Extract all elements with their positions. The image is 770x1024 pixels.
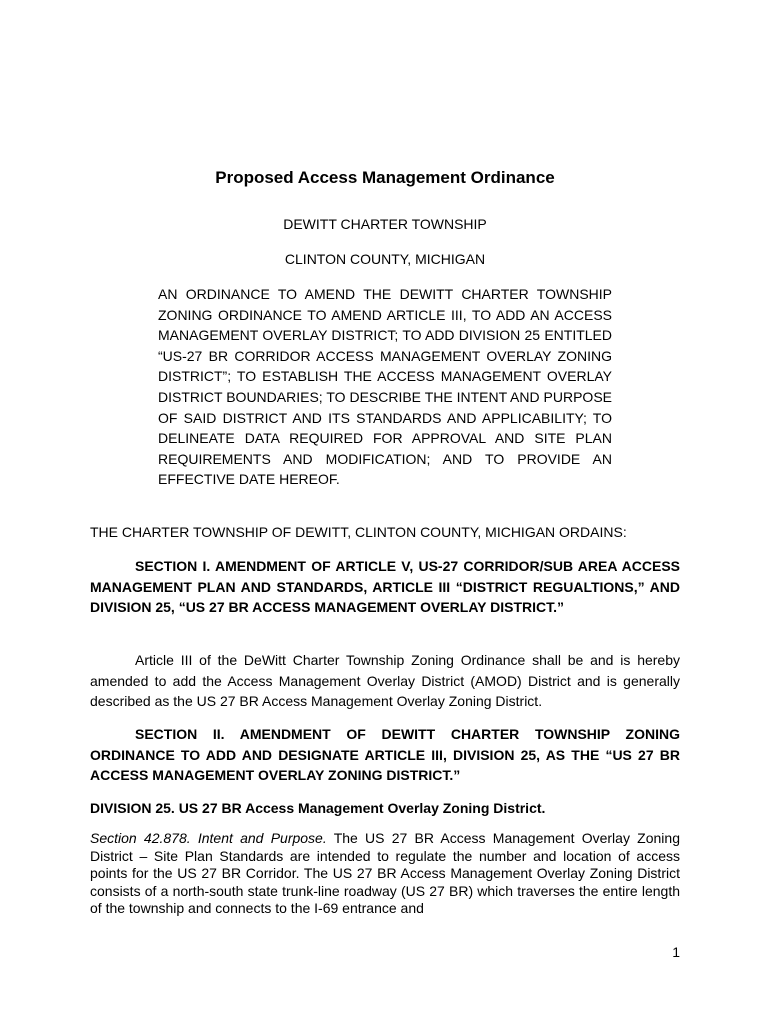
ordains-statement: THE CHARTER TOWNSHIP OF DEWITT, CLINTON COUNTY, MICHIGAN ORDAINS: <box>90 524 627 540</box>
document-title: Proposed Access Management Ordinance <box>215 168 555 187</box>
county-line: CLINTON COUNTY, MICHIGAN <box>284 251 486 267</box>
section-42878-label: Section 42.878. Intent and Purpose. <box>90 830 327 846</box>
section-2-heading: SECTION II. AMENDMENT OF DEWITT CHARTER TOWNSHIP ZONING ORDINANCE TO ADD AND DESIGNATE ARTICLE III, DIVISION 25, AS THE “US 27 BR ACCESS MANAGEMENT OVERLAY ZONING DISTRICT.” <box>90 726 680 783</box>
ordinance-preamble: AN ORDINANCE TO AMEND THE DEWITT CHARTER TOWNSHIP ZONING ORDINANCE TO AMEND ARTICLE III, TO ADD AN ACCESS MANAGEMENT OVERLAY DISTRICT; TO ADD DIVISION 25 ENTITLED “US-27 BR CORRIDOR ACCESS MANAGEMENT OVERLAY ZONING DISTRICT”; TO ESTABLISH THE ACCESS MANAGEMENT OVERLAY DISTRICT BOUNDARIES; TO DESCRIBE THE INTENT AND PURPOSE OF SAID DISTRICT AND ITS STANDARDS AND APPLICABILITY; TO DELINEATE DATA REQUIRED FOR APPROVAL AND SITE PLAN REQUIREMENTS AND MODIFICATION; AND TO PROVIDE AN EFFECTIVE DATE HEREOF. <box>158 286 612 488</box>
section-42878-paragraph <box>90 830 680 918</box>
article-3-paragraph: Article III of the DeWitt Charter Township Zoning Ordinance shall be and is hereby amended to add the Access Management Overlay District (AMOD) District and is generally described as the US 27 BR Access Management Overlay Zoning District. <box>90 652 680 709</box>
township-line: DEWITT CHARTER TOWNSHIP <box>283 216 487 232</box>
page-number: 1 <box>672 944 680 960</box>
division-25-heading: DIVISION 25. US 27 BR Access Management Overlay Zoning District. <box>90 800 546 816</box>
section-1-heading: SECTION I. AMENDMENT OF ARTICLE V, US-27 CORRIDOR/SUB AREA ACCESS MANAGEMENT PLAN AND STANDARDS, ARTICLE III “DISTRICT REGUALTIONS,” AND DIVISION 25, “US 27 BR ACCESS MANAGEMENT OVERLAY DISTRICT.” <box>90 558 680 615</box>
section-42878-text: The US 27 BR Access Management Overlay Zoning District – Site Plan Standards are intended to regulate the number and location of access points for the US 27 BR Corridor. The US 27 BR Access Management Overlay Zoning District consists of a north-south state trunk-line roadway (US 27 BR) which traverses the entire length of the township and connects to the I-69 entrance and <box>90 830 680 917</box>
